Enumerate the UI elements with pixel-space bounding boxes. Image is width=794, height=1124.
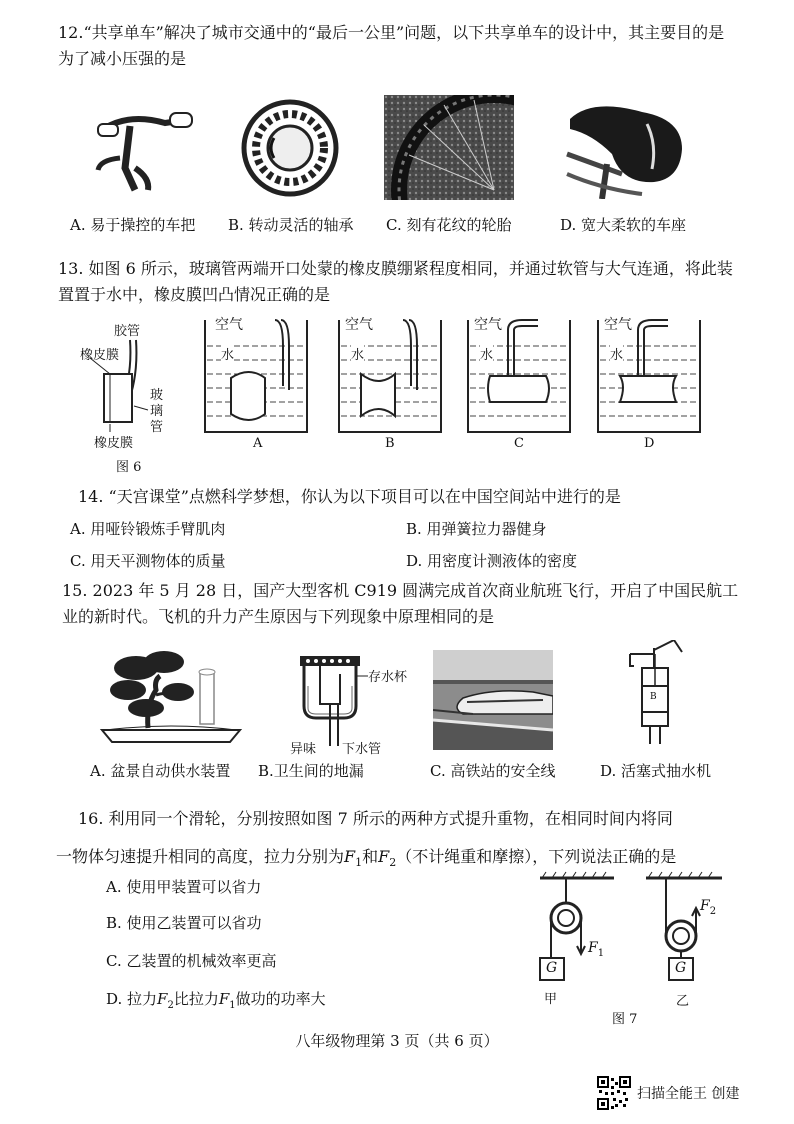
page-footer: 八年级物理第 3 页（共 6 页）	[295, 1032, 499, 1050]
q12-option-c[interactable]: C. 刻有花纹的轮胎	[386, 216, 512, 234]
scanner-watermark	[597, 1076, 739, 1110]
cup-label: 存水杯	[368, 670, 408, 685]
pulley-a-force-sub: 1	[597, 947, 605, 959]
q15-option-a[interactable]: A. 盆景自动供水装置	[90, 762, 231, 780]
membrane-top-label: 橡皮膜	[80, 348, 120, 363]
pulley-a-force-symbol: F	[588, 940, 598, 956]
pulley-b-force	[700, 898, 716, 917]
q14-option-b[interactable]: B. 用弹簧拉力器健身	[406, 520, 547, 538]
piston-pump-figure	[620, 640, 700, 750]
pulley-a-weight: G	[546, 960, 558, 976]
beaker-b-water: 水	[351, 344, 364, 363]
f2-subscript: 2	[389, 856, 397, 870]
q14-option-d[interactable]: D. 用密度计测液体的密度	[406, 552, 578, 570]
q12-option-a[interactable]: A. 易于操控的车把	[70, 216, 196, 234]
beaker-c-label[interactable]: C	[514, 436, 524, 451]
pulley-b-force-sub: 2	[709, 905, 717, 917]
figure-7-caption: 图 7	[612, 1012, 638, 1027]
q16-option-d[interactable]	[106, 988, 326, 1011]
question-13	[58, 256, 738, 308]
smell-label: 异味	[290, 742, 317, 757]
pulley-b-weight: G	[675, 960, 687, 976]
q16-d-f1-subscript: 1	[229, 1000, 236, 1011]
q12-option-d[interactable]: D. 宽大柔软的车座	[560, 216, 687, 234]
beaker-d-water: 水	[610, 344, 623, 363]
q16-d-f2-symbol: F	[157, 990, 168, 1008]
q16-option-c[interactable]: C. 乙装置的机械效率更高	[106, 952, 277, 970]
pulley-b-label: 乙	[676, 994, 690, 1009]
q16-option-d-part-c: 做功的功率大	[235, 990, 326, 1008]
handlebar-image	[90, 98, 200, 198]
q15-option-d[interactable]: D. 活塞式抽水机	[600, 762, 712, 780]
q14-option-a[interactable]: A. 用哑铃锻炼手臂肌肉	[70, 520, 226, 538]
question-14-text: 14. “天宫课堂”点燃科学梦想，你认为以下项目可以在中国空间站中进行的是	[78, 487, 621, 506]
tire-image	[384, 95, 514, 200]
question-14	[78, 484, 738, 510]
q16-option-b[interactable]: B. 使用乙装置可以省功	[106, 914, 262, 932]
q15-option-c[interactable]: C. 高铁站的安全线	[430, 762, 556, 780]
q16-d-f1-symbol: F	[218, 990, 230, 1008]
beaker-a-label[interactable]: A	[253, 436, 263, 451]
figure-6-caption: 图 6	[116, 460, 142, 475]
scanner-text: 扫描全能王 创建	[637, 1086, 740, 1102]
pump-b-label: B	[650, 692, 657, 702]
figure-7	[536, 870, 726, 1030]
beaker-b	[337, 316, 447, 456]
pulley-a-label: 甲	[544, 992, 558, 1007]
bearing-image	[238, 96, 343, 201]
figure-6	[70, 318, 195, 478]
question-16-text-1: 16. 利用同一个滑轮，分别按照如图 7 所示的两种方式提升重物，在相同时间内将同	[78, 809, 673, 828]
question-15	[62, 578, 742, 630]
beaker-a-water: 水	[221, 344, 234, 363]
q14-option-c[interactable]: C. 用天平测物体的质量	[70, 552, 226, 570]
q16-option-d-part-b: 比拉力	[173, 990, 219, 1008]
f1-subscript: 1	[355, 856, 363, 870]
question-12-text: 12.“共享单车”解决了城市交通中的“最后一公里”问题，以下共享单车的设计中，其主要目的是为了减小压强的是	[58, 23, 725, 68]
bonsai-image	[96, 650, 246, 745]
beaker-b-air: 空气	[345, 317, 373, 333]
f1-symbol: F	[344, 847, 356, 866]
q12-option-b[interactable]: B. 转动灵活的轴承	[228, 216, 354, 234]
beaker-a-air: 空气	[215, 317, 243, 333]
question-16-text-2b: 和	[362, 847, 379, 866]
hose-label: 胶管	[114, 324, 141, 339]
qr-code-icon	[597, 1076, 631, 1110]
beaker-d	[596, 316, 706, 456]
question-16-text-2a: 一物体匀速提升相同的高度，拉力分别为	[56, 847, 345, 866]
glass-tube-label: 玻璃管	[150, 388, 164, 435]
question-12	[58, 20, 738, 72]
q16-option-d-part-a: D. 拉力	[106, 990, 158, 1008]
question-16-text-2c: （不计绳重和摩擦），下列说法正确的是	[396, 847, 677, 866]
q15-option-b[interactable]: B.卫生间的地漏	[258, 762, 364, 780]
high-speed-rail-image	[433, 650, 553, 750]
beaker-d-air: 空气	[604, 317, 632, 333]
q16-option-a[interactable]: A. 使用甲装置可以省力	[106, 878, 262, 896]
drain-label: 下水管	[342, 742, 382, 757]
question-15-text: 15. 2023 年 5 月 28 日，国产大型客机 C919 圆满完成首次商业航班飞行，开启了中国民航工业的新时代。飞机的升力产生原因与下列现象中原理相同的是	[62, 581, 739, 626]
beaker-d-label[interactable]: D	[644, 436, 655, 451]
saddle-image	[562, 94, 692, 199]
pulley-b-force-symbol: F	[700, 898, 710, 914]
beaker-c-air: 空气	[474, 317, 502, 333]
floor-drain-figure	[290, 646, 430, 756]
beaker-c-water: 水	[480, 344, 493, 363]
question-16-line-1	[78, 806, 758, 832]
beaker-c	[466, 316, 576, 456]
q16-d-f2-subscript: 2	[167, 1000, 174, 1011]
beaker-a	[203, 316, 313, 456]
pulley-a-force	[588, 940, 604, 959]
beaker-b-label[interactable]: B	[385, 436, 395, 451]
membrane-bottom-label: 橡皮膜	[94, 436, 134, 451]
question-13-text: 13. 如图 6 所示，玻璃管两端开口处蒙的橡皮膜绷紧程度相同，并通过软管与大气连通，将此装置置于水中，橡皮膜凹凸情况正确的是	[58, 259, 733, 304]
f2-symbol: F	[378, 847, 390, 866]
